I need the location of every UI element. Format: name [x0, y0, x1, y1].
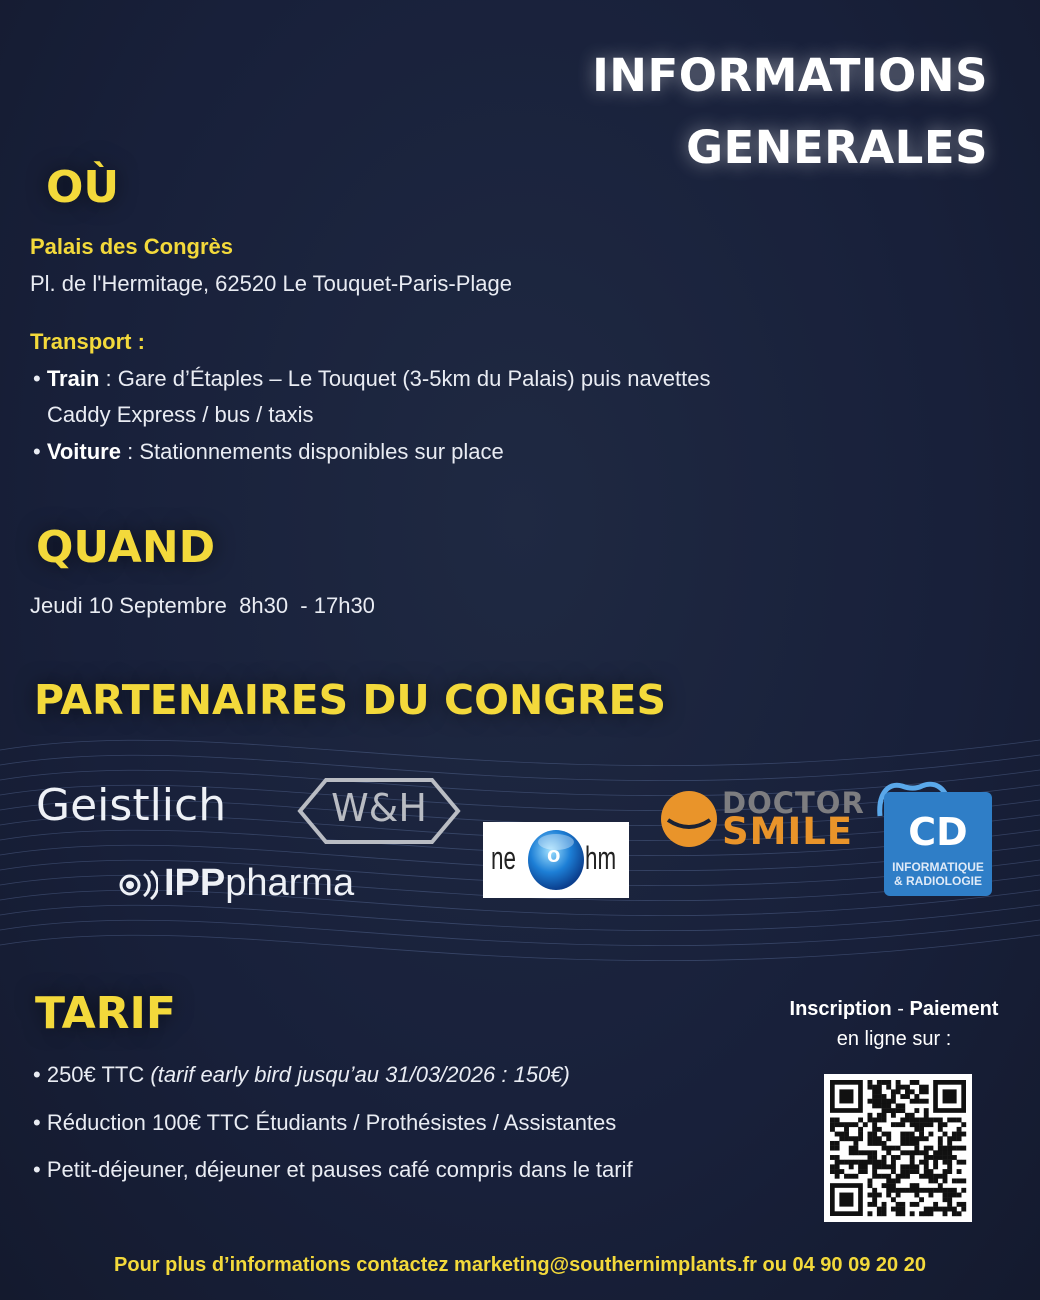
tarif-item-meals	[33, 1157, 633, 1183]
doctor-smile-logo	[660, 786, 865, 853]
car-label: Voiture	[46, 439, 121, 464]
train-text: : Gare d’Étaples – Le Touquet (3-5km du Palais) puis navettes	[99, 366, 711, 391]
cd-logo-subtitle-2: & RADIOLOGIE	[893, 874, 982, 888]
train-text-continued: Caddy Express / bus / taxis	[47, 402, 314, 427]
neohm-left-text: ne	[491, 840, 516, 876]
wh-logo	[296, 776, 462, 846]
inscription-separator: -	[891, 998, 910, 1020]
ipppharma-logo	[118, 862, 354, 905]
section-heading-partners: PARTENAIRES DU CONGRES	[34, 676, 667, 724]
section-heading-tarif: TARIF	[35, 988, 176, 1039]
transport-label: Transport :	[30, 329, 145, 354]
section-heading-ou: OÙ	[46, 162, 120, 213]
title-line-1: INFORMATIONS	[592, 49, 988, 102]
venue-address: Pl. de l'Hermitage, 62520 Le Touquet-Paris-Plage	[30, 271, 512, 296]
footer-contact: Pour plus d’informations contactez marketing@southernimplants.fr ou 04 90 09 20 20	[114, 1254, 926, 1276]
cd-logo-box	[884, 792, 992, 896]
wh-logo-text: W&H	[331, 786, 427, 830]
qr-code-icon	[824, 1074, 972, 1222]
inscription-block	[770, 994, 1018, 1054]
transport-car-item	[33, 439, 504, 465]
title-line-2: GENERALES	[686, 121, 988, 174]
train-label: Train	[46, 366, 100, 391]
neohm-right-text: hm	[585, 840, 617, 876]
inscription-label: Inscription	[789, 998, 892, 1020]
tarif-reduction-text: Réduction 100€ TTC Étudiants / Prothésistes / Assistantes	[46, 1110, 617, 1135]
bullet-icon: •	[33, 439, 47, 464]
tarif-meals-text: Petit-déjeuner, déjeuner et pauses café compris dans le tarif	[46, 1157, 633, 1182]
bullet-icon: •	[33, 1110, 47, 1135]
inscription-title	[770, 994, 1018, 1024]
doctor-smile-smile-text: SMILE	[722, 810, 854, 853]
paiement-label: Paiement	[909, 998, 999, 1020]
tarif-item-price	[33, 1062, 570, 1088]
ipp-bold-text: IPP	[164, 862, 226, 904]
bullet-icon: •	[33, 366, 47, 391]
cd-logo-letters: CD	[908, 810, 968, 854]
inscription-subtitle: en ligne sur :	[836, 1028, 952, 1050]
car-text: : Stationnements disponibles sur place	[120, 439, 504, 464]
transport-train-item	[33, 366, 710, 392]
ipppharma-signal-icon	[118, 869, 158, 901]
smile-face-icon	[660, 790, 718, 848]
cd-informatique-logo	[876, 780, 994, 898]
cd-logo-subtitle	[884, 860, 992, 888]
section-heading-quand: QUAND	[36, 522, 216, 573]
registration-qr-code[interactable]	[824, 1074, 972, 1222]
ipp-light-text: pharma	[225, 862, 355, 904]
doctor-smile-doctor-text: DOCTOR	[722, 786, 865, 820]
venue-name: Palais des Congrès	[30, 234, 233, 259]
bullet-icon: •	[33, 1157, 47, 1182]
page-title	[592, 40, 988, 184]
event-date: Jeudi 10 Septembre 8h30 - 17h30	[30, 593, 375, 618]
tarif-early-bird-text: (tarif early bird jusqu’au 31/03/2026 : 150€)	[150, 1062, 570, 1087]
cd-logo-subtitle-1: INFORMATIQUE	[892, 860, 984, 874]
tarif-item-reduction	[33, 1110, 616, 1136]
geistlich-logo: Geistlich	[36, 780, 227, 831]
bullet-icon: •	[33, 1062, 47, 1087]
neohm-mid-text: o	[547, 842, 561, 867]
tarif-price-text: 250€ TTC	[46, 1062, 151, 1087]
neohm-logo	[483, 822, 629, 898]
